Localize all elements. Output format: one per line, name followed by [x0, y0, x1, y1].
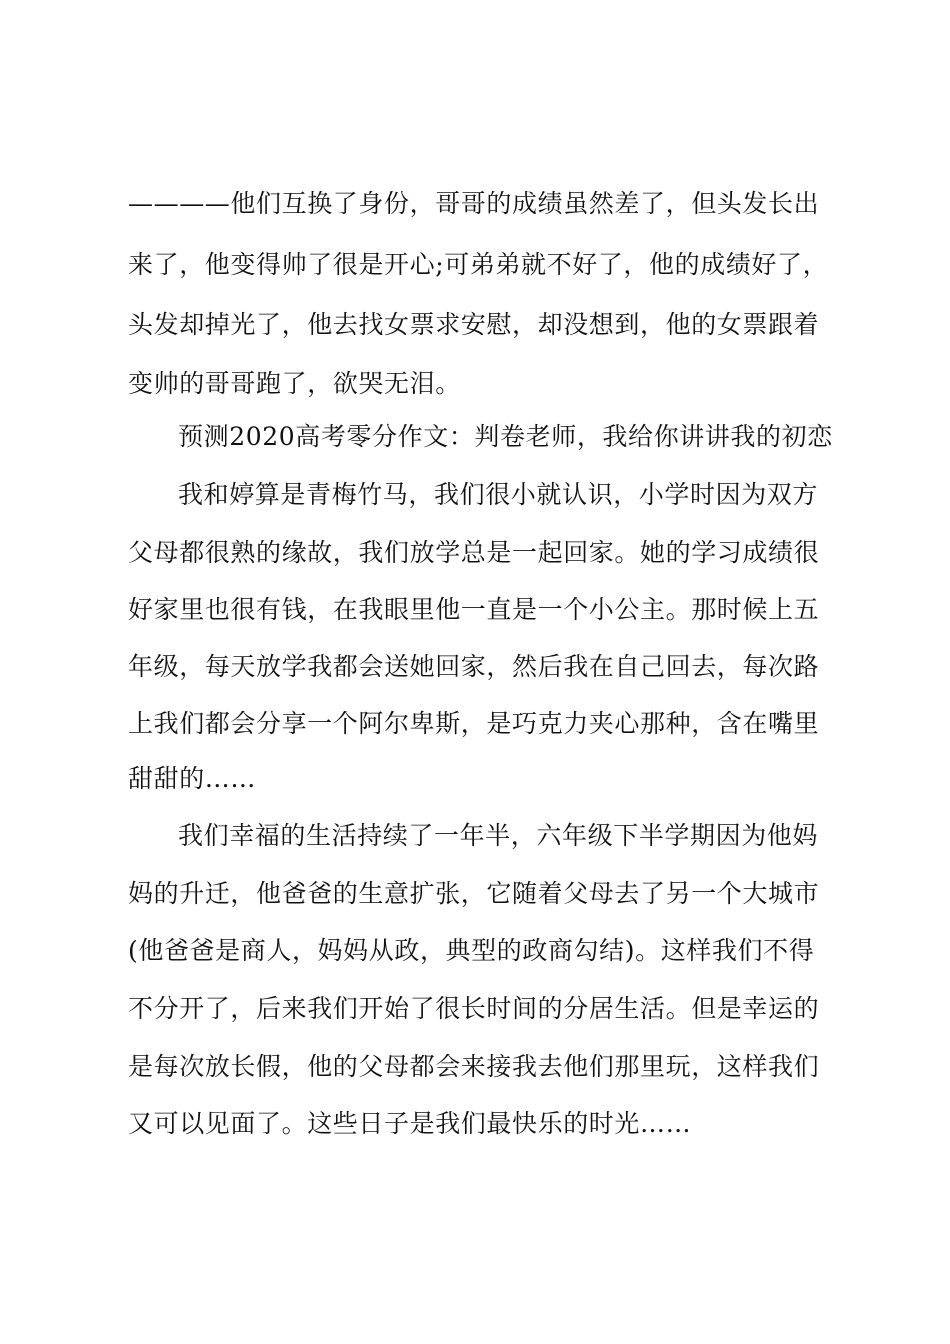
text-line: 不分开了，后来我们开始了很长时间的分居生活。但是幸运的	[128, 994, 820, 1023]
text-line: ————他们互换了身份，哥哥的成绩虽然差了，但头发长出	[128, 189, 820, 218]
essay-heading: 预测2020高考零分作文：判卷老师，我给你讲讲我的初恋	[178, 422, 833, 451]
text-line: 好家里也很有钱，在我眼里他一直是一个小公主。那时候上五	[128, 595, 820, 624]
text-line: 变帅的哥哥跑了，欲哭无泪。	[128, 369, 461, 398]
text-line: 妈的升迁，他爸爸的生意扩张，它随着父母去了另一个大城市	[128, 879, 820, 908]
text-line: 我和婷算是青梅竹马，我们很小就认识，小学时因为双方	[178, 480, 819, 509]
text-line: 父母都很熟的缘故，我们放学总是一起回家。她的学习成绩很	[128, 538, 820, 567]
text-line: 头发却掉光了，他去找女票求安慰，却没想到，他的女票跟着	[128, 310, 820, 339]
text-line: (他爸爸是商人，妈妈从政，典型的政商勾结)。这样我们不得	[128, 936, 815, 965]
text-line: 年级，每天放学我都会送她回家，然后我在自己回去，每次路	[128, 652, 820, 681]
text-line: 是每次放长假，他的父母都会来接我去他们那里玩，这样我们	[128, 1052, 820, 1081]
text-line: 来了，他变得帅了很是开心;可弟弟就不好了，他的成绩好了，	[128, 250, 829, 279]
text-line: 甜甜的……	[128, 764, 257, 793]
text-line: 又可以见面了。这些日子是我们最快乐的时光……	[128, 1109, 692, 1138]
text-line: 我们幸福的生活持续了一年半，六年级下半学期因为他妈	[178, 821, 819, 850]
text-line: 上我们都会分享一个阿尔卑斯，是巧克力夹心那种，含在嘴里	[128, 709, 820, 738]
